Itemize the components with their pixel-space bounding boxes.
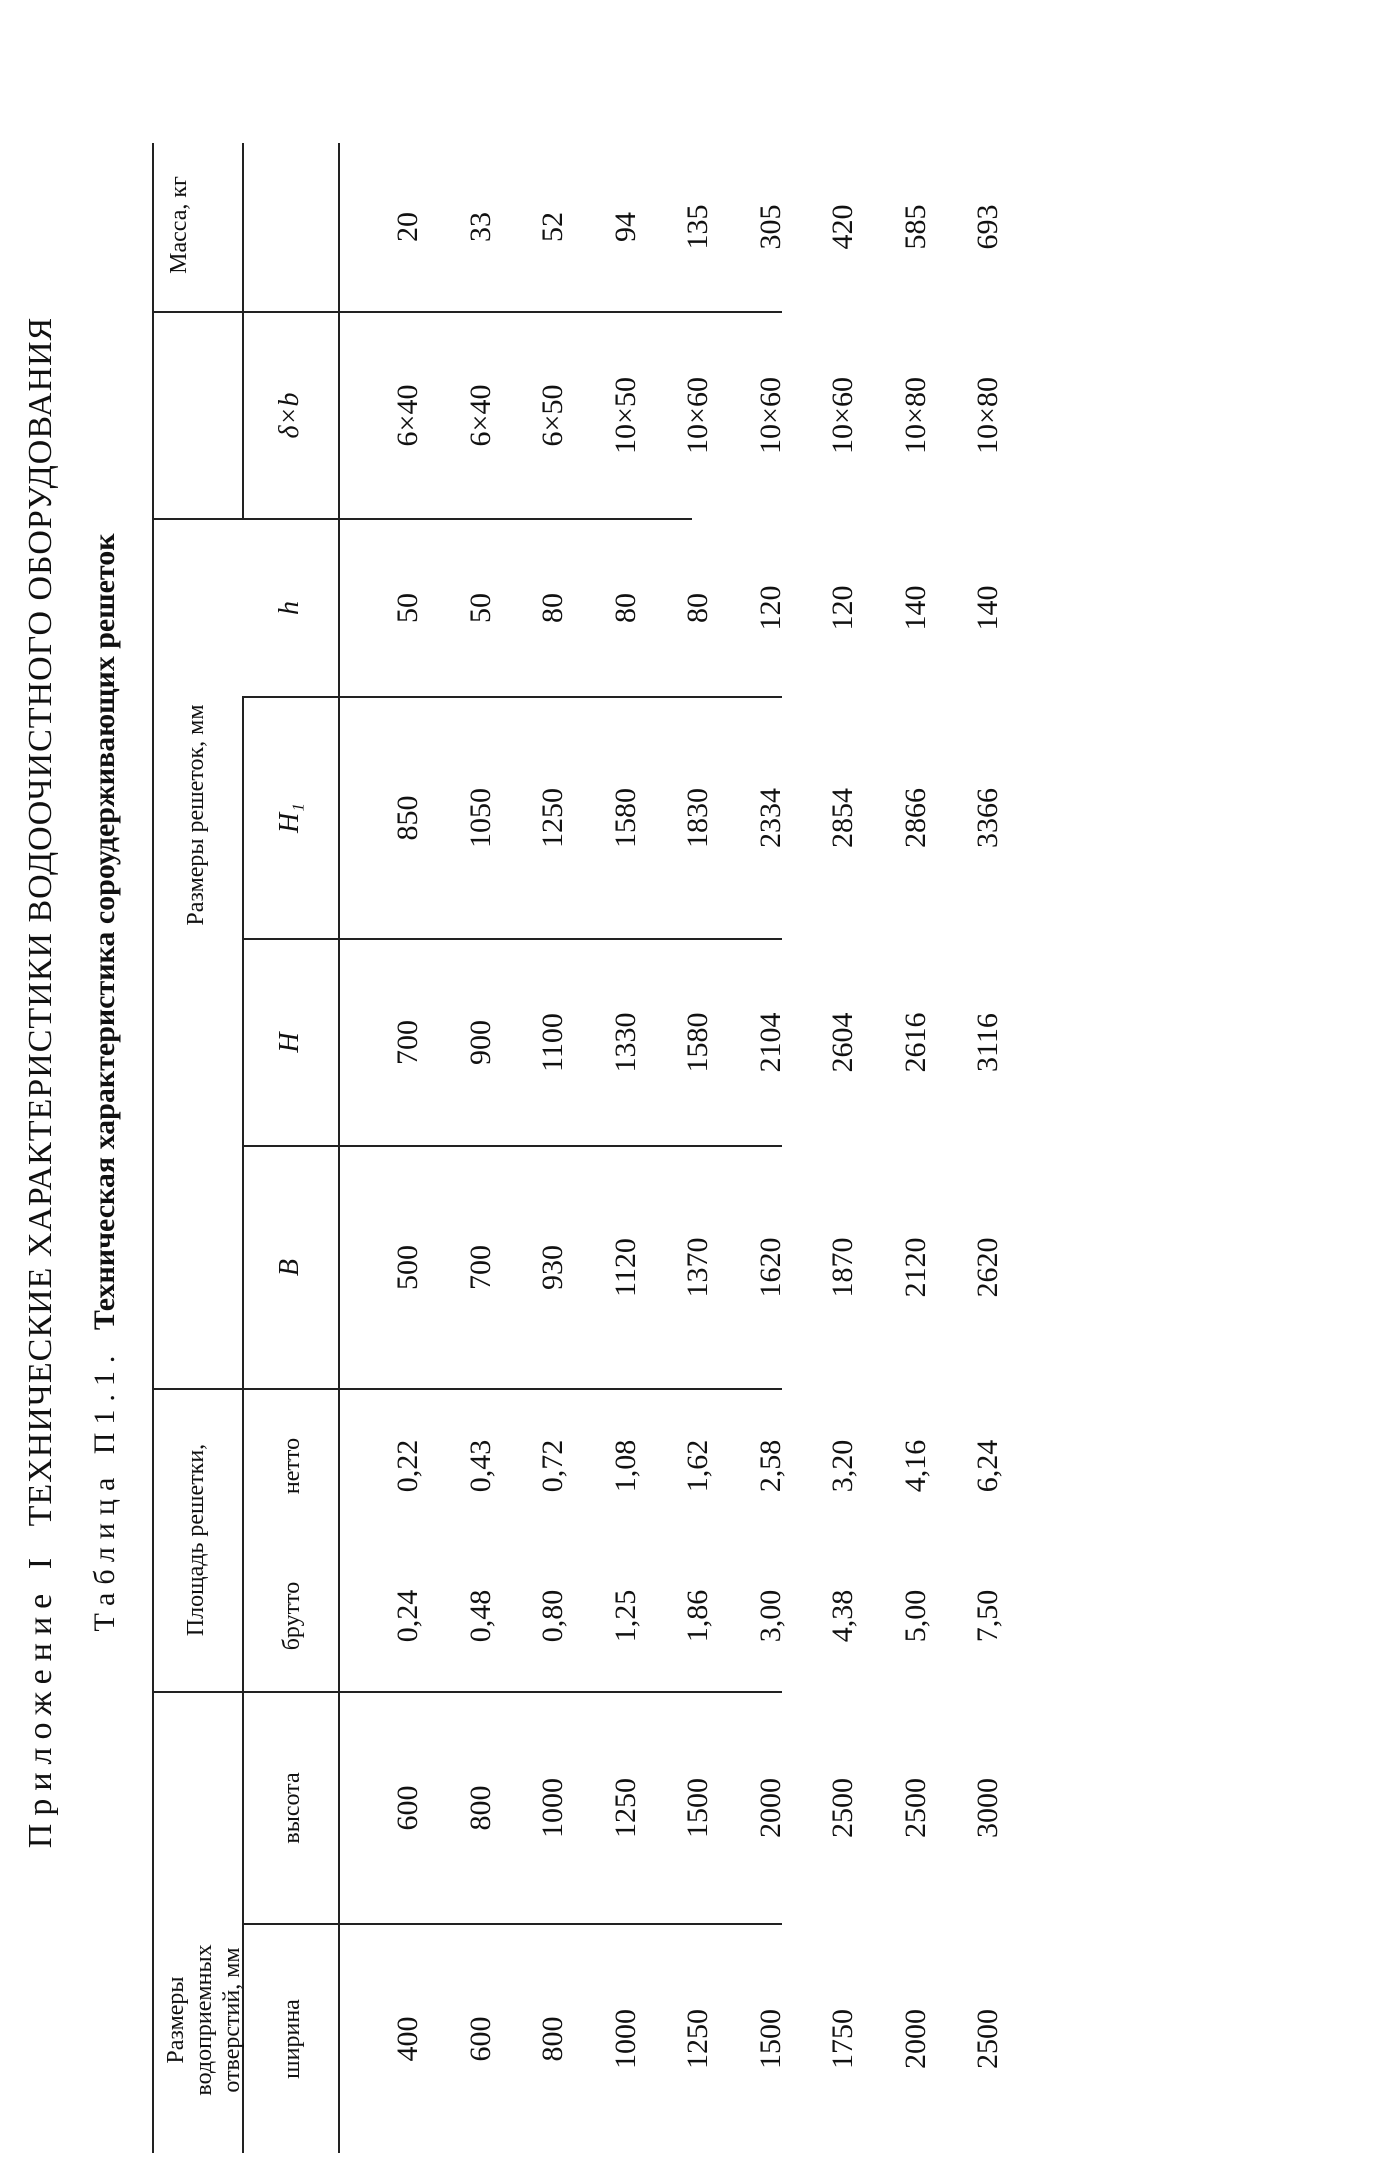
table-cell: 2104 <box>753 1012 787 1073</box>
table-cell: 50 <box>463 593 497 623</box>
table-cell: 135 <box>681 204 714 250</box>
header-H: H <box>274 1032 305 1053</box>
appendix-label: Приложение I <box>22 1549 59 1849</box>
table-cell: 400 <box>391 2016 424 2062</box>
header-H1: H₁ <box>274 803 305 833</box>
table-cell: 2500 <box>971 2009 1004 2069</box>
appendix-title: ТЕХНИЧЕСКИЕ ХАРАКТЕРИСТИКИ ВОДООЧИСТНОГО ОБОРУДОВАНИЯ <box>22 316 59 1527</box>
table-cell: 10×80 <box>971 377 1004 454</box>
table-cell: 33 <box>463 212 497 242</box>
table-cell: 2500 <box>826 1778 859 1838</box>
column-gross <box>372 1541 1025 1691</box>
column-width <box>372 1925 1025 2153</box>
table-cell: 140 <box>971 585 1004 631</box>
table-caption <box>88 0 122 2165</box>
table-cell: 1000 <box>608 2009 642 2069</box>
table-cell: 2334 <box>753 788 787 848</box>
table-cell: 1120 <box>608 1238 642 1297</box>
appendix-heading <box>22 0 60 2165</box>
table-cell: 80 <box>681 593 714 623</box>
column-mass <box>372 143 1025 311</box>
table-cell: 120 <box>826 585 859 631</box>
header-bottom-rule <box>338 143 340 2153</box>
table-cell: 1500 <box>681 1778 714 1838</box>
table-top-rule <box>152 143 154 2153</box>
table-cell: 1050 <box>463 788 497 848</box>
table-cell: 700 <box>391 1020 424 1065</box>
table-cell: 1830 <box>681 788 714 848</box>
table-cell: 0,80 <box>536 1589 569 1643</box>
header-net: нетто <box>279 1437 305 1495</box>
table-cell: 2,58 <box>753 1439 787 1493</box>
header-gross: брутто <box>279 1581 305 1651</box>
table-cell: 2000 <box>753 1778 787 1838</box>
table-cell: 10×60 <box>826 377 859 454</box>
column-H <box>372 940 1025 1145</box>
column-B <box>372 1147 1025 1388</box>
column-db <box>372 313 1025 518</box>
table-cell: 80 <box>608 593 642 623</box>
column-h <box>372 520 1025 696</box>
table-cell: 2604 <box>826 1012 859 1073</box>
table-cell: 1330 <box>608 1012 642 1073</box>
table-cell: 10×60 <box>681 377 714 454</box>
table-cell: 585 <box>898 204 932 250</box>
table-cell: 0,48 <box>463 1589 497 1643</box>
table-cell: 693 <box>971 204 1004 250</box>
table-cell: 600 <box>463 2016 497 2062</box>
table-cell: 500 <box>391 1245 424 1290</box>
table-cell: 4,38 <box>826 1589 859 1643</box>
table-title: Техническая характеристика сороудерживающих решеток <box>88 533 121 1331</box>
header-dimensions: Размеры решеток, мм <box>183 704 209 926</box>
column-H1 <box>372 698 1025 938</box>
table-cell: 10×60 <box>753 377 787 454</box>
table-cell: 600 <box>391 1785 424 1831</box>
header-openings: Размеры водоприемных отверстий, мм <box>163 1944 245 2096</box>
table-cell: 2620 <box>971 1237 1004 1298</box>
table-label: Таблица П1.1. <box>88 1347 121 1632</box>
table-cell: 6,24 <box>971 1439 1004 1493</box>
header-db: δ×b <box>274 392 305 439</box>
table-cell: 1580 <box>681 1012 714 1073</box>
header-mass: Масса, кг <box>166 176 192 274</box>
header-sub-rule-right <box>242 143 244 520</box>
table-cell: 2500 <box>898 1778 932 1838</box>
table-cell: 0,43 <box>463 1439 497 1493</box>
table-cell: 140 <box>898 585 932 631</box>
table-cell: 52 <box>536 212 569 242</box>
table-cell: 10×50 <box>608 377 642 454</box>
table-cell: 1250 <box>681 2009 714 2069</box>
table-cell: 420 <box>826 204 859 250</box>
header-B: B <box>274 1258 305 1277</box>
table-cell: 1000 <box>536 1778 569 1838</box>
table-cell: 0,22 <box>391 1439 424 1493</box>
table-cell: 305 <box>753 204 787 250</box>
table-cell: 1500 <box>753 2009 787 2069</box>
table-cell: 1250 <box>536 788 569 848</box>
table-cell: 0,72 <box>536 1439 569 1493</box>
table-cell: 3366 <box>971 788 1004 848</box>
table-cell: 20 <box>391 212 424 242</box>
table-cell: 2120 <box>898 1237 932 1298</box>
table-cell: 1,08 <box>608 1439 642 1493</box>
table-cell: 4,16 <box>898 1439 932 1493</box>
column-net <box>372 1391 1025 1541</box>
table-cell: 3116 <box>971 1013 1004 1072</box>
table-cell: 800 <box>463 1785 497 1831</box>
table-cell: 0,24 <box>391 1589 424 1643</box>
table-cell: 930 <box>536 1245 569 1290</box>
table-cell: 1100 <box>536 1013 569 1072</box>
table-cell: 700 <box>463 1245 497 1290</box>
col-divider <box>152 1388 782 1390</box>
table-cell: 800 <box>536 2016 569 2062</box>
table-cell: 10×80 <box>898 377 932 454</box>
table-cell: 2000 <box>898 2009 932 2069</box>
header-area: Площадь решетки, <box>183 1443 209 1637</box>
table-cell: 1580 <box>608 788 642 848</box>
table-cell: 120 <box>753 585 787 631</box>
header-width: ширина <box>279 1999 305 2079</box>
table-cell: 850 <box>391 795 424 841</box>
table-cell: 3,00 <box>753 1589 787 1643</box>
table-cell: 1870 <box>826 1237 859 1298</box>
table-cell: 1620 <box>753 1237 787 1298</box>
header-h: h <box>274 601 305 615</box>
table-cell: 6×50 <box>536 384 569 447</box>
table-cell: 1,25 <box>608 1589 642 1643</box>
table-cell: 80 <box>536 593 569 623</box>
header-height: высота <box>279 1772 305 1844</box>
table-cell: 6×40 <box>463 384 497 447</box>
table-cell: 2854 <box>826 788 859 848</box>
table-cell: 2616 <box>898 1012 932 1073</box>
table-cell: 6×40 <box>391 384 424 447</box>
table-cell: 1250 <box>608 1778 642 1838</box>
table-cell: 900 <box>463 1020 497 1065</box>
table-cell: 2866 <box>898 788 932 848</box>
column-height <box>372 1693 1025 1923</box>
table-cell: 1,86 <box>681 1589 714 1643</box>
table-cell: 94 <box>608 212 642 242</box>
table-cell: 50 <box>391 593 424 623</box>
table-cell: 5,00 <box>898 1589 932 1643</box>
table-cell: 1,62 <box>681 1439 714 1493</box>
table-cell: 7,50 <box>971 1589 1004 1643</box>
table-cell: 3000 <box>971 1778 1004 1838</box>
table-cell: 1750 <box>826 2009 859 2069</box>
table-cell: 3,20 <box>826 1439 859 1493</box>
table-cell: 1370 <box>681 1237 714 1298</box>
